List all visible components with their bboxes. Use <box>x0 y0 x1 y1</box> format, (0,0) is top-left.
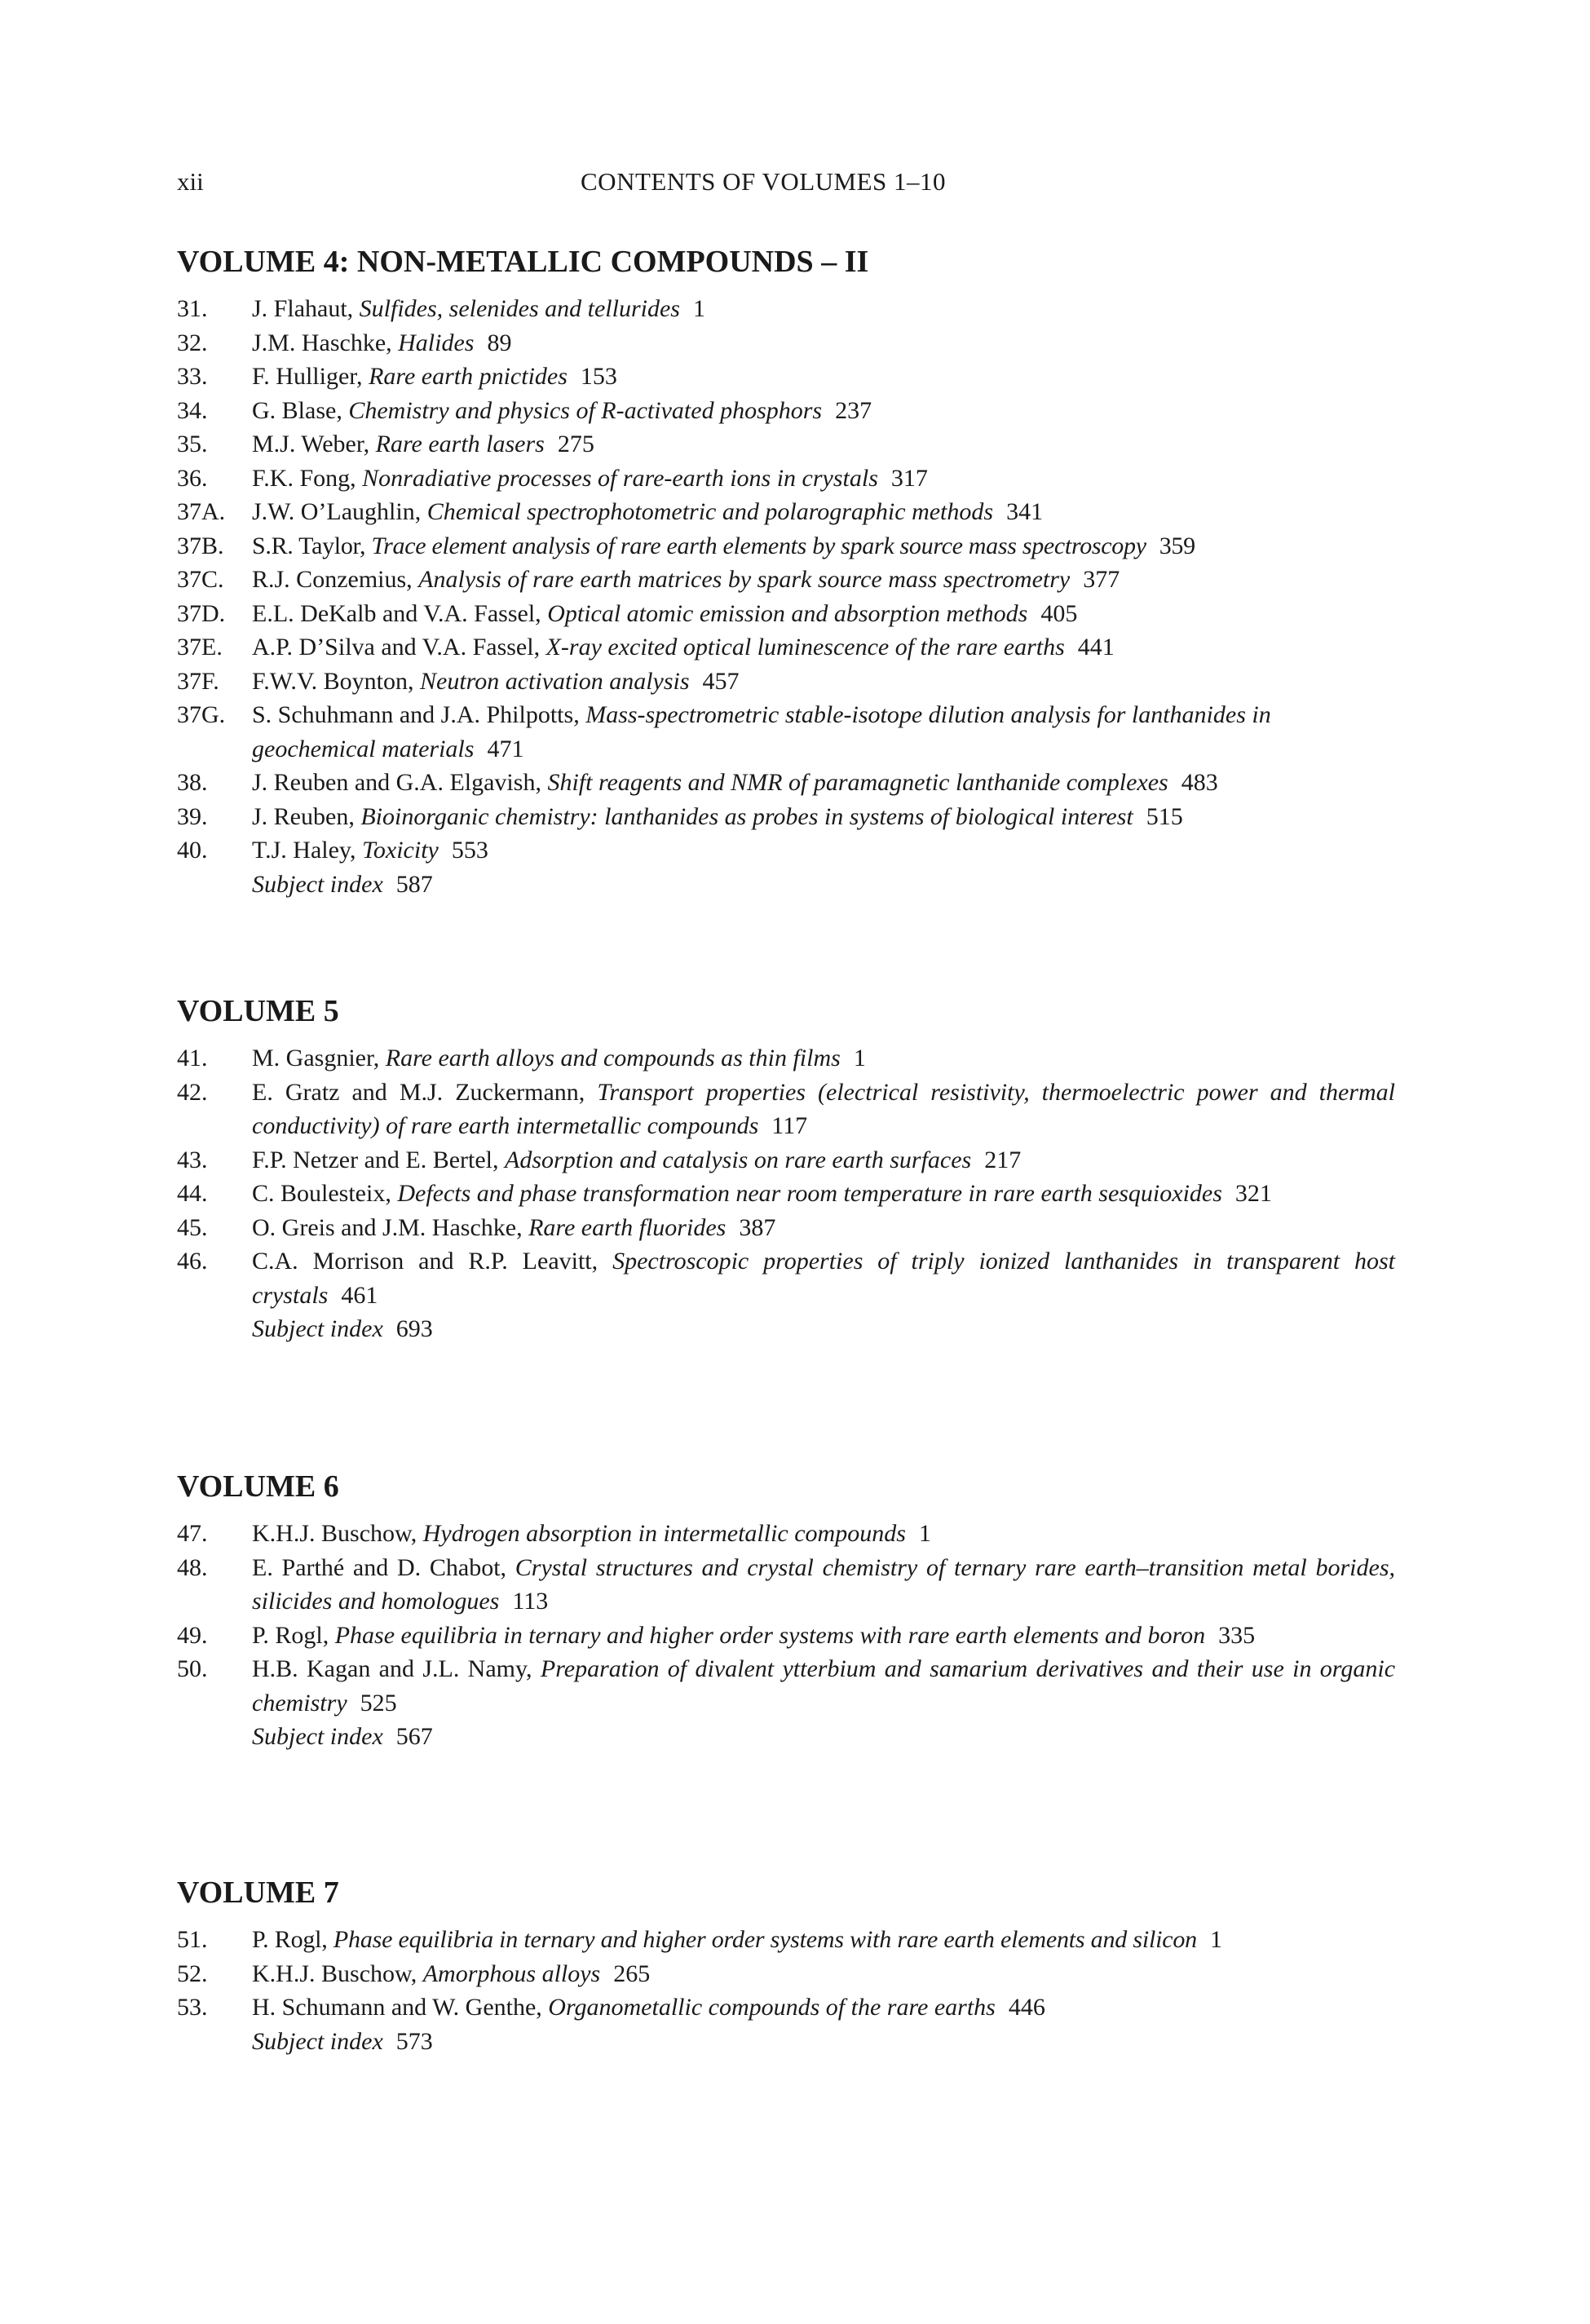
entry-page: 1 <box>853 1045 866 1071</box>
entry-title: Analysis of rare earth matrices by spark source mass spectrometry <box>418 566 1071 593</box>
contents-entry <box>177 766 1395 800</box>
entry-title: Mass-spectrometric stable-isotope dilution analysis for lanthanides in geochemical materials <box>252 701 1271 762</box>
subject-index-label: Subject index <box>252 2027 383 2055</box>
entry-page: 525 <box>360 1689 397 1716</box>
entry-authors: E.L. DeKalb and V.A. Fassel, <box>252 599 541 627</box>
entry-authors: E. Parthé and D. Chabot, <box>252 1553 507 1581</box>
contents-entry <box>177 1551 1395 1619</box>
entry-number: 43. <box>177 1146 208 1173</box>
entry-authors: E. Gratz and M.J. Zuckermann, <box>252 1078 585 1106</box>
entry-number: 36. <box>177 464 208 492</box>
entry-title: Phase equilibria in ternary and higher order systems with rare earth elements and silicon <box>333 1926 1197 1953</box>
entry-authors: M. Gasgnier, <box>252 1045 380 1071</box>
volume-title: VOLUME 5 <box>177 994 339 1028</box>
entry-authors: P. Rogl, <box>252 1926 328 1953</box>
entry-authors: F.P. Netzer and E. Bertel, <box>252 1146 499 1173</box>
entry-title: Neutron activation analysis <box>420 667 690 695</box>
contents-entry <box>177 833 1395 868</box>
contents-entry <box>177 495 1395 529</box>
entry-authors: F.W.V. Boynton, <box>252 667 414 695</box>
entry-title: Chemical spectrophotometric and polarographic methods <box>426 498 994 525</box>
entry-page: 341 <box>1006 498 1044 525</box>
entry-number: 31. <box>177 295 208 322</box>
entry-number: 34. <box>177 396 208 424</box>
entry-number: 42. <box>177 1078 208 1106</box>
contents-entry <box>177 1244 1395 1312</box>
entry-number: 41. <box>177 1045 208 1071</box>
page-number: xii <box>177 167 204 196</box>
entry-title: Rare earth alloys and compounds as thin films <box>385 1045 841 1071</box>
entry-number: 52. <box>177 1959 208 1987</box>
entry-authors: O. Greis and J.M. Haschke, <box>252 1213 523 1241</box>
entry-title: Chemistry and physics of R-activated phosphors <box>348 396 823 424</box>
subject-index <box>252 2025 1395 2059</box>
subject-index <box>252 1312 1395 1346</box>
entry-authors: S. Schuhmann and J.A. Philpotts, <box>252 701 580 728</box>
entry-authors: K.H.J. Buschow, <box>252 1520 417 1547</box>
entry-title: Optical atomic emission and absorption methods <box>547 599 1028 627</box>
entry-number: 33. <box>177 363 208 390</box>
entry-authors: J.W. O’Laughlin, <box>252 498 422 525</box>
entry-title: Nonradiative processes of rare-earth ions in crystals <box>362 464 878 492</box>
entry-authors: P. Rogl, <box>252 1621 329 1649</box>
volume-section <box>177 1466 1395 1754</box>
subject-index <box>252 1720 1395 1754</box>
entry-number: 48. <box>177 1553 208 1581</box>
entry-title: Preparation of divalent ytterbium and samarium derivatives and their use in organic chemistry <box>252 1655 1396 1716</box>
volume-title: VOLUME 7 <box>177 1876 339 1910</box>
entry-number: 37D. <box>177 599 226 627</box>
entry-page: 113 <box>512 1588 549 1615</box>
entry-number: 51. <box>177 1926 208 1953</box>
entry-page: 275 <box>557 431 594 457</box>
contents-entry <box>177 1517 1395 1551</box>
contents-entry <box>177 462 1395 496</box>
entry-title: Organometallic compounds of the rare earths <box>548 1994 996 2021</box>
contents-entry <box>177 1619 1395 1653</box>
entry-title: Rare earth lasers <box>375 431 545 457</box>
entry-authors: T.J. Haley, <box>252 837 356 864</box>
entry-page: 441 <box>1077 634 1115 661</box>
volume-title: VOLUME 4: NON-METALLIC COMPOUNDS – II <box>177 245 869 279</box>
subject-index-label: Subject index <box>252 870 383 898</box>
entry-title: Crystal structures and crystal chemistry of ternary rare earth–transition metal borides, silicides and homologues <box>252 1553 1395 1615</box>
entry-page: 1 <box>1209 1926 1222 1953</box>
entry-page: 377 <box>1083 566 1120 593</box>
entry-page: 471 <box>487 735 524 762</box>
subject-index-page: 567 <box>395 1723 433 1750</box>
contents-entry <box>177 800 1395 834</box>
contents-entry <box>177 1177 1395 1211</box>
entry-page: 461 <box>341 1281 378 1309</box>
entry-authors: J. Reuben, <box>252 802 355 830</box>
subject-index <box>252 868 1395 902</box>
subject-index-page: 573 <box>395 2027 433 2055</box>
entry-page: 265 <box>613 1959 651 1987</box>
entry-title: Halides <box>398 329 475 356</box>
entry-page: 317 <box>890 464 928 492</box>
entry-number: 35. <box>177 431 208 457</box>
entry-authors: R.J. Conzemius, <box>252 566 413 593</box>
entry-number: 37B. <box>177 532 224 559</box>
entry-authors: F.K. Fong, <box>252 464 356 492</box>
entry-number: 39. <box>177 802 208 830</box>
entry-page: 237 <box>835 396 872 424</box>
entry-title: Rare earth fluorides <box>528 1213 727 1241</box>
entry-title: Toxicity <box>361 837 439 864</box>
contents-entry <box>177 563 1395 597</box>
entry-title: Trace element analysis of rare earth elements by spark source mass spectroscopy <box>371 532 1146 559</box>
running-head: CONTENTS OF VOLUMES 1–10 <box>581 167 947 196</box>
contents-entry <box>177 1957 1395 1991</box>
entry-title: Rare earth pnictides <box>369 363 568 390</box>
entry-authors: A.P. D’Silva and V.A. Fassel, <box>252 634 541 661</box>
entry-number: 46. <box>177 1248 208 1275</box>
volume-section <box>177 241 1395 901</box>
entry-title: Transport properties (electrical resistivity, thermoelectric power and thermal conductivity) of rare earth intermetallic compounds <box>252 1078 1395 1139</box>
entry-title: Sulfides, selenides and tellurides <box>359 295 680 322</box>
entry-number: 38. <box>177 769 208 796</box>
entry-number: 37F. <box>177 667 219 695</box>
entry-page: 553 <box>451 837 488 864</box>
entry-number: 50. <box>177 1655 208 1682</box>
contents-entry <box>177 1143 1395 1177</box>
contents-entry <box>177 597 1395 631</box>
entry-page: 405 <box>1040 599 1078 627</box>
contents-entry <box>177 1990 1395 2025</box>
entry-page: 387 <box>739 1213 776 1241</box>
contents-entry <box>177 665 1395 699</box>
entry-authors: J. Flahaut, <box>252 295 354 322</box>
entry-authors: K.H.J. Buschow, <box>252 1959 417 1987</box>
entry-page: 446 <box>1008 1994 1045 2021</box>
entry-authors: S.R. Taylor, <box>252 532 366 559</box>
entry-authors: J.M. Haschke, <box>252 329 392 356</box>
entry-authors: H. Schumann and W. Genthe, <box>252 1994 542 2021</box>
entry-number: 53. <box>177 1994 208 2021</box>
volume-section <box>177 1872 1395 2058</box>
page-header <box>177 163 1395 201</box>
volume-title: VOLUME 6 <box>177 1469 339 1504</box>
contents-entry <box>177 394 1395 428</box>
entry-title: Spectroscopic properties of triply ionized lanthanides in transparent host crystals <box>252 1248 1396 1309</box>
entry-authors: M.J. Weber, <box>252 431 370 457</box>
entry-page: 1 <box>918 1520 931 1547</box>
entry-authors: C. Boulesteix, <box>252 1180 391 1207</box>
entry-title: Defects and phase transformation near room temperature in rare earth sesquioxides <box>397 1180 1222 1207</box>
contents-entry <box>177 427 1395 462</box>
contents-entry <box>177 360 1395 394</box>
entry-number: 45. <box>177 1213 208 1241</box>
subject-index-page: 587 <box>395 870 433 898</box>
contents-entry <box>177 698 1395 766</box>
entry-page: 359 <box>1159 532 1195 559</box>
entry-authors: G. Blase, <box>252 396 342 424</box>
entry-page: 117 <box>771 1112 808 1139</box>
entry-title: Phase equilibria in ternary and higher order systems with rare earth elements and boron <box>334 1621 1206 1649</box>
entry-authors: H.B. Kagan and J.L. Namy, <box>252 1655 532 1682</box>
entry-page: 515 <box>1146 802 1183 830</box>
entry-number: 44. <box>177 1180 208 1207</box>
contents-entry <box>177 1211 1395 1245</box>
entry-page: 217 <box>984 1146 1022 1173</box>
entry-number: 32. <box>177 329 208 356</box>
contents-entry <box>177 326 1395 360</box>
contents-entry <box>177 1076 1395 1143</box>
entry-number: 37C. <box>177 566 224 593</box>
entry-authors: J. Reuben and G.A. Elgavish, <box>252 769 541 796</box>
entry-page: 335 <box>1218 1621 1256 1649</box>
contents-entry <box>177 1041 1395 1076</box>
entry-title: Bioinorganic chemistry: lanthanides as probes in systems of biological interest <box>360 802 1133 830</box>
entry-title: X-ray excited optical luminescence of the rare earths <box>545 634 1065 661</box>
entry-authors: F. Hulliger, <box>252 363 363 390</box>
contents-entry <box>177 630 1395 665</box>
subject-index-page: 693 <box>395 1315 433 1342</box>
entry-page: 457 <box>702 667 740 695</box>
subject-index-label: Subject index <box>252 1723 383 1750</box>
entry-title: Adsorption and catalysis on rare earth surfaces <box>505 1146 972 1173</box>
entry-page: 321 <box>1234 1180 1272 1207</box>
entry-page: 483 <box>1181 769 1218 796</box>
entry-page: 89 <box>487 329 512 356</box>
entry-title: Shift reagents and NMR of paramagnetic lanthanide complexes <box>547 769 1168 796</box>
entry-page: 1 <box>692 295 705 322</box>
entry-number: 47. <box>177 1520 208 1547</box>
entry-number: 40. <box>177 837 208 864</box>
entry-number: 37E. <box>177 634 223 661</box>
entry-number: 49. <box>177 1621 208 1649</box>
entry-number: 37G. <box>177 701 226 728</box>
contents-entry <box>177 292 1395 326</box>
volume-section <box>177 991 1395 1346</box>
entry-authors: C.A. Morrison and R.P. Leavitt, <box>252 1248 598 1275</box>
entry-title: Amorphous alloys <box>422 1959 601 1987</box>
entry-number: 37A. <box>177 498 226 525</box>
contents-entry <box>177 1923 1395 1957</box>
contents-entry <box>177 1652 1395 1720</box>
entry-title: Hydrogen absorption in intermetallic compounds <box>422 1520 906 1547</box>
subject-index-label: Subject index <box>252 1315 383 1342</box>
entry-page: 153 <box>580 363 617 390</box>
contents-entry <box>177 529 1395 563</box>
